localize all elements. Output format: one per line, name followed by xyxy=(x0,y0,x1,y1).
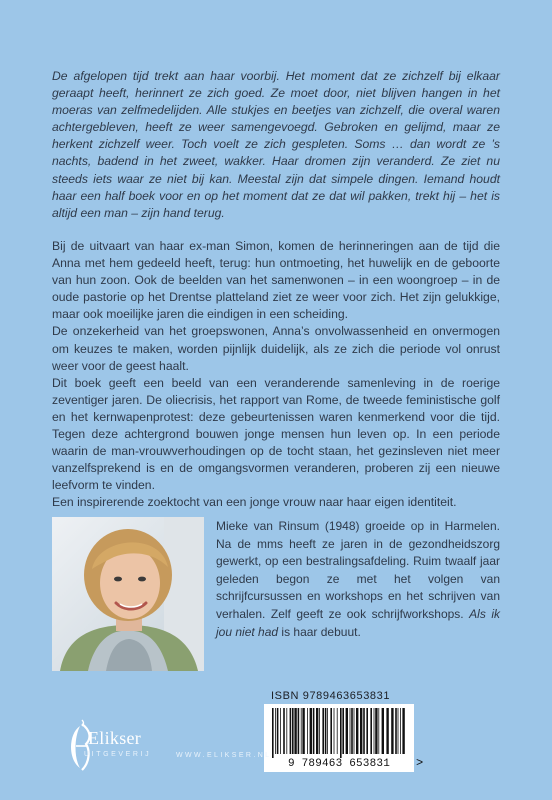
barcode-bar xyxy=(280,708,281,754)
barcode-bar xyxy=(354,708,355,754)
barcode-bar xyxy=(370,708,372,754)
barcode-arrow: > xyxy=(416,756,424,770)
barcode-bar xyxy=(350,708,351,754)
author-bio-text: Mieke van Rinsum (1948) groeide op in Harmelen. Na de mms heeft ze jaren in de gezondheidszorg gewerkt, op een bestralingsafdeling. Ruim twaalf jaar geleden begon ze met het volgen van schrijfcursussen en workshops en het schrijven van verhalen. Zelf geeft ze ook schrijfworkshops. xyxy=(216,519,500,621)
publisher-url: WWW.ELIKSER.NL xyxy=(176,752,272,759)
blurb-paragraph-3: Dit boek geeft een beeld van een veranderende samenleving in de roerige zeventiger jaren. De oliecrisis, het rapport van Rome, de tweede feministische golf en het kernwapenprotest: deze gebeurtenissen waren kenmerkend voor die tijd. Tegen deze achtergrond bouwen jonge mensen hun leven op. In een periode waarin de man-vrouwverhoudingen op de tocht staan, het gezinsleven niet meer vanzelfsprekend is en de omgangsvormen veranderen, proberen zij een nieuwe leefvorm te vinden. xyxy=(52,375,500,493)
barcode-bar xyxy=(363,708,365,754)
author-photo xyxy=(52,517,204,671)
isbn-label: ISBN 9789463653831 xyxy=(271,690,391,702)
blurb-paragraph-2: De onzekerheid van het groepswonen, Anna’s onvolwassenheid en onvermogen om keuzes te maken, worden pijnlijk duidelijk, als ze zich die periode vol onrust weer voor de geest haalt. xyxy=(52,324,500,373)
barcode-bar xyxy=(283,708,285,754)
barcode xyxy=(264,704,414,772)
barcode-bars xyxy=(264,704,414,758)
barcode-bar xyxy=(398,708,399,754)
barcode-bar xyxy=(327,708,328,754)
barcode-bar xyxy=(375,708,377,754)
barcode-bar xyxy=(322,708,324,754)
barcode-bar xyxy=(294,708,296,754)
barcode-digits: 9 789463 653831 xyxy=(287,758,391,770)
barcode-bar xyxy=(313,708,315,754)
barcode-bar xyxy=(310,708,312,754)
barcode-bar xyxy=(325,708,327,754)
author-bio xyxy=(216,518,500,641)
barcode-bar xyxy=(360,708,362,754)
barcode-bar xyxy=(342,708,344,754)
barcode-bar xyxy=(382,708,384,754)
publisher-name: Elikser xyxy=(88,728,142,748)
barcode-bar xyxy=(275,708,276,754)
barcode-bar xyxy=(298,708,300,754)
barcode-bar xyxy=(374,708,375,754)
barcode-bar xyxy=(286,708,287,754)
barcode-bar xyxy=(290,708,292,754)
barcode-bar xyxy=(395,708,397,754)
barcode-bar xyxy=(400,708,401,754)
barcode-bar xyxy=(330,708,332,754)
barcode-bar xyxy=(386,708,388,754)
intro-text: De afgelopen tijd trekt aan haar voorbij. Het moment dat ze zichzelf bij elkaar geraapt heeft, herinnert ze zich goed. Ze moet door, niet blijven hangen in het moeras van zelfmedelijden. Alle stukjes en beetjes van zichzelf, die overal waren achtergebleven, heeft ze weer samengevoegd. Gebroken en gelijmd, maar ze herkent zichzelf weer. Toch voelt ze zich gespleten. Soms … dan wordt ze ’s nachts, badend in het zweet, wakker. Haar dromen zijn veranderd. Ze ziet nu steeds iets waar ze niet bij kan. Meestal zijn dat simpele dingen. Iemand houdt haar een half boek voor en op het moment dat ze dat wil pakken, trekt hij – het is altijd een man – zijn hand terug. xyxy=(52,69,500,220)
barcode-bar xyxy=(351,708,353,754)
barcode-bar xyxy=(346,708,348,754)
barcode-bar xyxy=(366,708,368,754)
blurb xyxy=(52,238,500,512)
barcode-bar xyxy=(277,708,279,754)
barcode-bar xyxy=(316,708,318,754)
barcode-bar xyxy=(340,708,342,758)
publisher-subtitle: UITGEVERIJ xyxy=(84,751,152,758)
blurb-paragraph-1: Bij de uitvaart van haar ex-man Simon, komen de herinneringen aan de tijd die Anna met hem gedeeld heeft, terug: hun ontmoeting, het huwelijk en de geboorte van hun zoon. Ook de beelden van het samenwonen – in een woongroep – in de oude pastorie op het Drentse platteland ziet ze weer voor zich. Het zijn gelukkige, maar ook moeilijke jaren die eindigen in een scheiding. xyxy=(52,239,500,322)
intro-excerpt xyxy=(52,68,500,222)
barcode-bar xyxy=(378,708,379,754)
blurb-paragraph-4: Een inspirerende zoektocht van een jonge vrouw naar haar eigen identiteit. xyxy=(52,495,457,510)
barcode-bar xyxy=(301,708,302,754)
barcode-bar xyxy=(391,708,393,754)
barcode-bar xyxy=(337,708,338,754)
author-bio-end: is haar debuut. xyxy=(278,624,361,639)
barcode-bar xyxy=(302,708,304,754)
barcode-bar xyxy=(292,708,294,754)
barcode-bar xyxy=(334,708,335,754)
barcode-bar xyxy=(402,708,404,754)
book-title: Als ik jou niet had xyxy=(216,606,500,639)
barcode-bar xyxy=(272,708,274,758)
barcode-bar xyxy=(307,708,308,754)
barcode-bar xyxy=(319,708,320,754)
barcode-bar xyxy=(356,708,358,754)
